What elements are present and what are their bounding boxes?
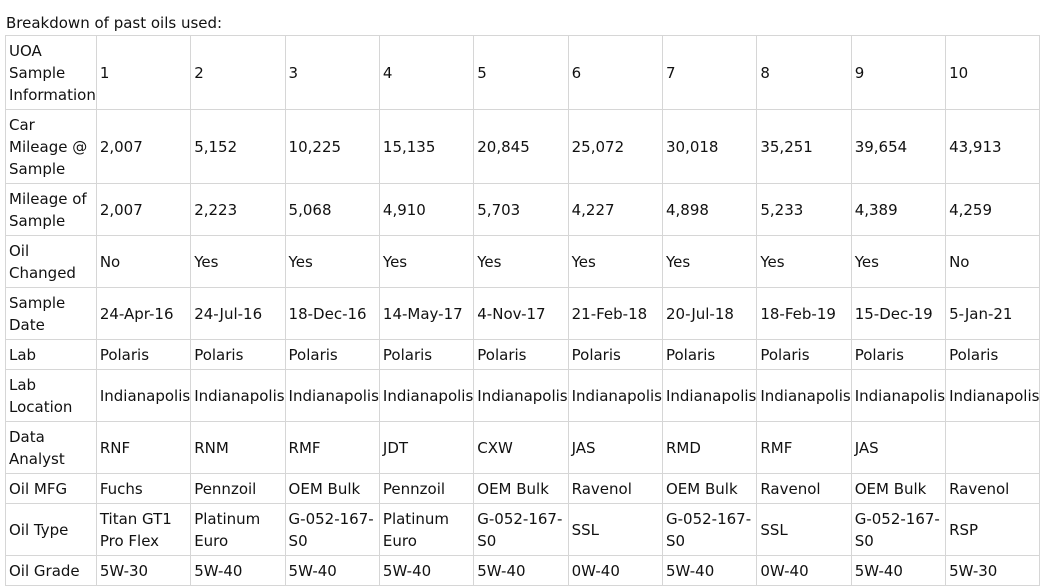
table-cell: OEM Bulk bbox=[851, 474, 945, 504]
table-cell: Polaris bbox=[285, 340, 379, 370]
table-cell: CXW bbox=[474, 422, 568, 474]
table-cell: 5W-30 bbox=[96, 556, 190, 586]
table-cell: 1 bbox=[96, 36, 190, 110]
table-cell: Platinum Euro bbox=[191, 504, 285, 556]
table-cell: 5-Jan-21 bbox=[946, 288, 1040, 340]
table-cell: Platinum Euro bbox=[379, 504, 473, 556]
table-cell: 15,135 bbox=[379, 110, 473, 184]
table-cell: Yes bbox=[568, 236, 662, 288]
table-cell: Polaris bbox=[757, 340, 851, 370]
table-cell: JAS bbox=[568, 422, 662, 474]
row-label: Oil Type bbox=[6, 504, 97, 556]
row-label: Car Mileage @ Sample bbox=[6, 110, 97, 184]
table-cell: 5,068 bbox=[285, 184, 379, 236]
table-cell: 20,845 bbox=[474, 110, 568, 184]
table-cell: Indianapolis bbox=[946, 370, 1040, 422]
table-cell: G-052-167- S0 bbox=[474, 504, 568, 556]
table-cell: Indianapolis bbox=[285, 370, 379, 422]
table-cell: Ravenol bbox=[757, 474, 851, 504]
table-cell: 5,703 bbox=[474, 184, 568, 236]
table-cell: 15-Dec-19 bbox=[851, 288, 945, 340]
table-cell: 18-Dec-16 bbox=[285, 288, 379, 340]
row-label: UOA Sample Information bbox=[6, 36, 97, 110]
table-row bbox=[6, 110, 1040, 184]
row-label: Mileage of Sample bbox=[6, 184, 97, 236]
table-cell: Pennzoil bbox=[379, 474, 473, 504]
table-row bbox=[6, 556, 1040, 586]
table-cell: 4,227 bbox=[568, 184, 662, 236]
table-cell: No bbox=[96, 236, 190, 288]
table-cell: No bbox=[946, 236, 1040, 288]
table-row bbox=[6, 474, 1040, 504]
table-cell: JAS bbox=[851, 422, 945, 474]
table-cell: Indianapolis bbox=[851, 370, 945, 422]
table-cell: Polaris bbox=[474, 340, 568, 370]
table-cell: Yes bbox=[191, 236, 285, 288]
table-cell: Fuchs bbox=[96, 474, 190, 504]
table-cell: Indianapolis bbox=[662, 370, 756, 422]
table-cell: Polaris bbox=[946, 340, 1040, 370]
table-cell: G-052-167- S0 bbox=[285, 504, 379, 556]
table-cell: RNF bbox=[96, 422, 190, 474]
table-cell: Polaris bbox=[568, 340, 662, 370]
table-cell: 0W-40 bbox=[757, 556, 851, 586]
table-cell: 30,018 bbox=[662, 110, 756, 184]
table-cell: Polaris bbox=[662, 340, 756, 370]
table-cell: SSL bbox=[568, 504, 662, 556]
table-cell: JDT bbox=[379, 422, 473, 474]
table-caption: Breakdown of past oils used: bbox=[6, 14, 223, 32]
table-cell: 4-Nov-17 bbox=[474, 288, 568, 340]
table-cell: OEM Bulk bbox=[285, 474, 379, 504]
table-cell: OEM Bulk bbox=[474, 474, 568, 504]
table-cell: 35,251 bbox=[757, 110, 851, 184]
table-cell: Indianapolis bbox=[474, 370, 568, 422]
table-cell: 24-Jul-16 bbox=[191, 288, 285, 340]
table-cell: Indianapolis bbox=[379, 370, 473, 422]
row-label: Oil Changed bbox=[6, 236, 97, 288]
table-cell: 4,910 bbox=[379, 184, 473, 236]
table-cell: Ravenol bbox=[946, 474, 1040, 504]
table-row bbox=[6, 422, 1040, 474]
table-cell: 4,259 bbox=[946, 184, 1040, 236]
table-row bbox=[6, 370, 1040, 422]
table-cell: G-052-167- S0 bbox=[851, 504, 945, 556]
table-cell: 5W-40 bbox=[379, 556, 473, 586]
table-cell: SSL bbox=[757, 504, 851, 556]
table-row bbox=[6, 288, 1040, 340]
table-cell: Yes bbox=[474, 236, 568, 288]
table-cell: 0W-40 bbox=[568, 556, 662, 586]
table-cell: 9 bbox=[851, 36, 945, 110]
table-cell: Yes bbox=[379, 236, 473, 288]
table-cell: 2,223 bbox=[191, 184, 285, 236]
table-cell: 7 bbox=[662, 36, 756, 110]
table-cell: Titan GT1 Pro Flex bbox=[96, 504, 190, 556]
table-cell: RMF bbox=[757, 422, 851, 474]
table-cell: 4,898 bbox=[662, 184, 756, 236]
table-cell: Indianapolis bbox=[757, 370, 851, 422]
table-cell: 5W-40 bbox=[851, 556, 945, 586]
table-cell: 5W-40 bbox=[474, 556, 568, 586]
table-cell: 2,007 bbox=[96, 184, 190, 236]
table-cell: 43,913 bbox=[946, 110, 1040, 184]
table-cell: Yes bbox=[757, 236, 851, 288]
table-row bbox=[6, 340, 1040, 370]
table-row bbox=[6, 36, 1040, 110]
table-cell: 20-Jul-18 bbox=[662, 288, 756, 340]
table-cell: 5W-40 bbox=[285, 556, 379, 586]
table-row bbox=[6, 184, 1040, 236]
table-cell: 5W-40 bbox=[191, 556, 285, 586]
table-cell: Polaris bbox=[851, 340, 945, 370]
table-cell: Yes bbox=[851, 236, 945, 288]
table-cell: 39,654 bbox=[851, 110, 945, 184]
row-label: Sample Date bbox=[6, 288, 97, 340]
table-cell: 14-May-17 bbox=[379, 288, 473, 340]
table-cell: Pennzoil bbox=[191, 474, 285, 504]
row-label: Lab Location bbox=[6, 370, 97, 422]
table-cell: 5,152 bbox=[191, 110, 285, 184]
table-cell: 5W-30 bbox=[946, 556, 1040, 586]
table-cell: Yes bbox=[662, 236, 756, 288]
table-row bbox=[6, 236, 1040, 288]
table-cell: 2,007 bbox=[96, 110, 190, 184]
table-cell: 24-Apr-16 bbox=[96, 288, 190, 340]
table-cell: OEM Bulk bbox=[662, 474, 756, 504]
table-cell: Indianapolis bbox=[96, 370, 190, 422]
table-cell: 3 bbox=[285, 36, 379, 110]
row-label: Data Analyst bbox=[6, 422, 97, 474]
table-cell: 21-Feb-18 bbox=[568, 288, 662, 340]
table-cell: Indianapolis bbox=[568, 370, 662, 422]
oil-analysis-table bbox=[5, 35, 1040, 586]
table-cell: 2 bbox=[191, 36, 285, 110]
table-cell: RNM bbox=[191, 422, 285, 474]
table-cell: Indianapolis bbox=[191, 370, 285, 422]
table-cell: G-052-167- S0 bbox=[662, 504, 756, 556]
table-cell: 8 bbox=[757, 36, 851, 110]
table-cell: RMD bbox=[662, 422, 756, 474]
table-cell: Ravenol bbox=[568, 474, 662, 504]
table-cell bbox=[946, 422, 1040, 474]
table-cell: 5 bbox=[474, 36, 568, 110]
table-cell: 5,233 bbox=[757, 184, 851, 236]
table-cell: 5W-40 bbox=[662, 556, 756, 586]
table-cell: 4 bbox=[379, 36, 473, 110]
table-cell: 18-Feb-19 bbox=[757, 288, 851, 340]
table-cell: Polaris bbox=[96, 340, 190, 370]
table-cell: Polaris bbox=[191, 340, 285, 370]
table-row bbox=[6, 504, 1040, 556]
table-cell: RSP bbox=[946, 504, 1040, 556]
table-cell: RMF bbox=[285, 422, 379, 474]
table-cell: 25,072 bbox=[568, 110, 662, 184]
row-label: Oil MFG bbox=[6, 474, 97, 504]
table-cell: 6 bbox=[568, 36, 662, 110]
table-cell: 10,225 bbox=[285, 110, 379, 184]
table-cell: 10 bbox=[946, 36, 1040, 110]
table-cell: Polaris bbox=[379, 340, 473, 370]
row-label: Lab bbox=[6, 340, 97, 370]
row-label: Oil Grade bbox=[6, 556, 97, 586]
table-cell: Yes bbox=[285, 236, 379, 288]
table-cell: 4,389 bbox=[851, 184, 945, 236]
table-body bbox=[6, 36, 1040, 586]
